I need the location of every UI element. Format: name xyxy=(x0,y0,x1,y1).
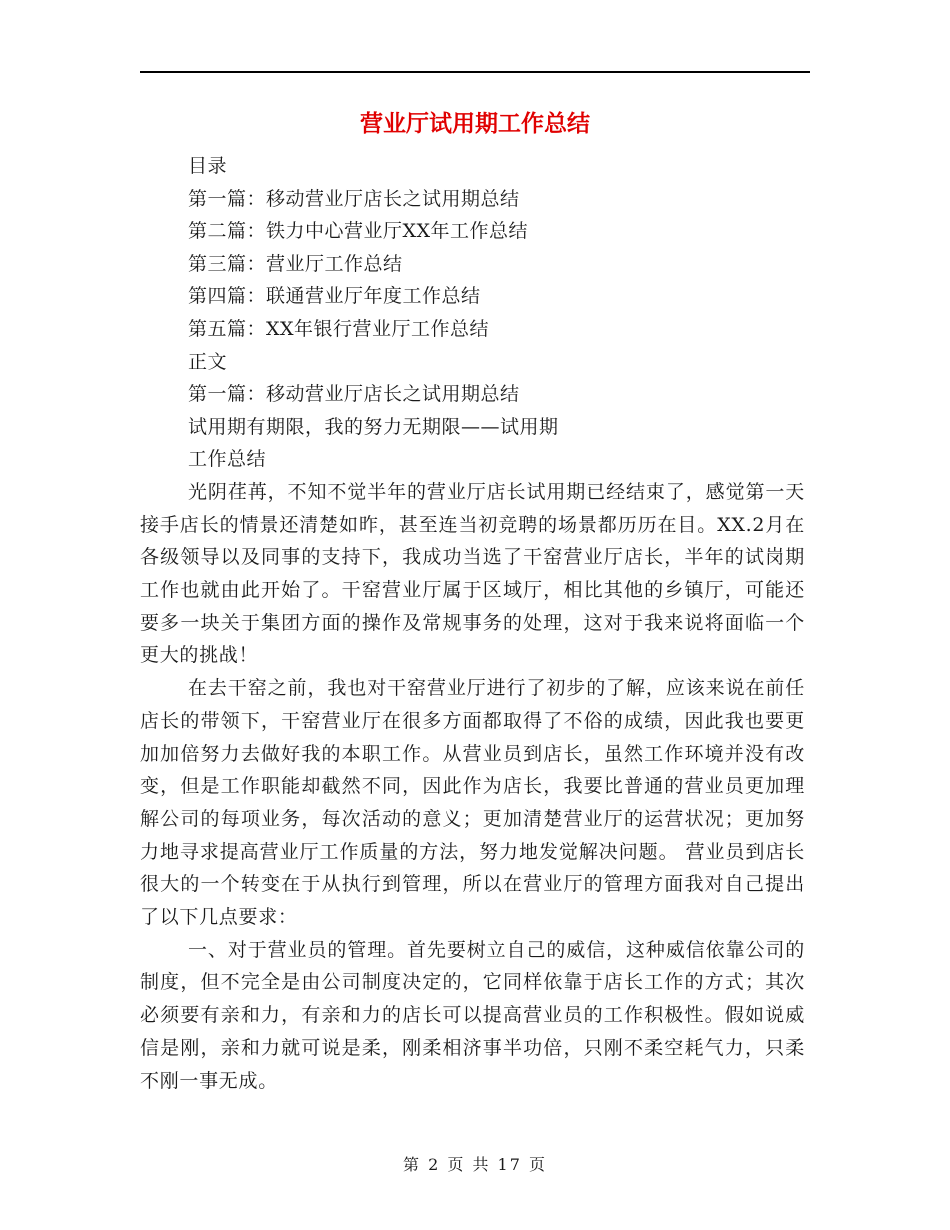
body-heading: 正文 xyxy=(188,350,228,373)
toc-item: 第五篇：XX年银行营业厅工作总结 xyxy=(188,317,490,340)
header-rule xyxy=(140,71,810,73)
toc-heading: 目录 xyxy=(188,155,228,177)
document-title: 营业厅试用期工作总结 xyxy=(360,111,590,137)
toc-item: 第四篇：联通营业厅年度工作总结 xyxy=(188,285,481,308)
chapter-subtitle: 试用期有期限，我的努力无期限——试用期 xyxy=(188,415,559,438)
chapter-subtitle-continued: 工作总结 xyxy=(188,448,267,471)
toc-item: 第一篇：移动营业厅店长之试用期总结 xyxy=(188,187,520,210)
toc-item: 第三篇：营业厅工作总结 xyxy=(188,252,403,275)
page-number: 第 2 页 共 17 页 xyxy=(403,1155,547,1174)
toc-item: 第二篇：铁力中心营业厅XX年工作总结 xyxy=(188,220,529,243)
document-body xyxy=(140,150,805,1097)
chapter-title: 第一篇：移动营业厅店长之试用期总结 xyxy=(188,383,520,406)
body-paragraph: 光阴荏苒，不知不觉半年的营业厅店长试用期已经结束了，感觉第一天接手店长的情景还清楚如昨，甚至连当初竞聘的场景都历历在目。XX.2月在各级领导以及同事的支持下，我成功当选了干窑营业厅店长，半年的试岗期工作也就由此开始了。干窑营业厅属于区域厅，相比其他的乡镇厅，可能还要多一块关于集团方面的操作及常规事务的处理，这对于我来说将面临一个更大的挑战！ xyxy=(140,480,805,667)
body-paragraph: 一、对于营业员的管理。首先要树立自己的威信，这种威信依靠公司的制度，但不完全是由公司制度决定的，它同样依靠于店长工作的方式；其次必须要有亲和力，有亲和力的店长可以提高营业员的工作积极性。假如说威信是刚，亲和力就可说是柔，刚柔相济事半功倍，只刚不柔空耗气力，只柔不刚一事无成。 xyxy=(140,938,805,1092)
body-paragraph: 在去干窑之前，我也对干窑营业厅进行了初步的了解，应该来说在前任店长的带领下，干窑营业厅在很多方面都取得了不俗的成绩，因此我也要更加加倍努力去做好我的本职工作。从营业员到店长，虽然工作环境并没有改变，但是工作职能却截然不同，因此作为店长，我要比普通的营业员更加理解公司的每项业务，每次活动的意义；更加清楚营业厅的运营状况；更加努力地寻求提高营业厅工作质量的方法，努力地发觉解决问题。 营业员到店长很大的一个转变在于从执行到管理，所以在营业厅的管理方面我对自己提出了以下几点要求： xyxy=(140,677,805,929)
